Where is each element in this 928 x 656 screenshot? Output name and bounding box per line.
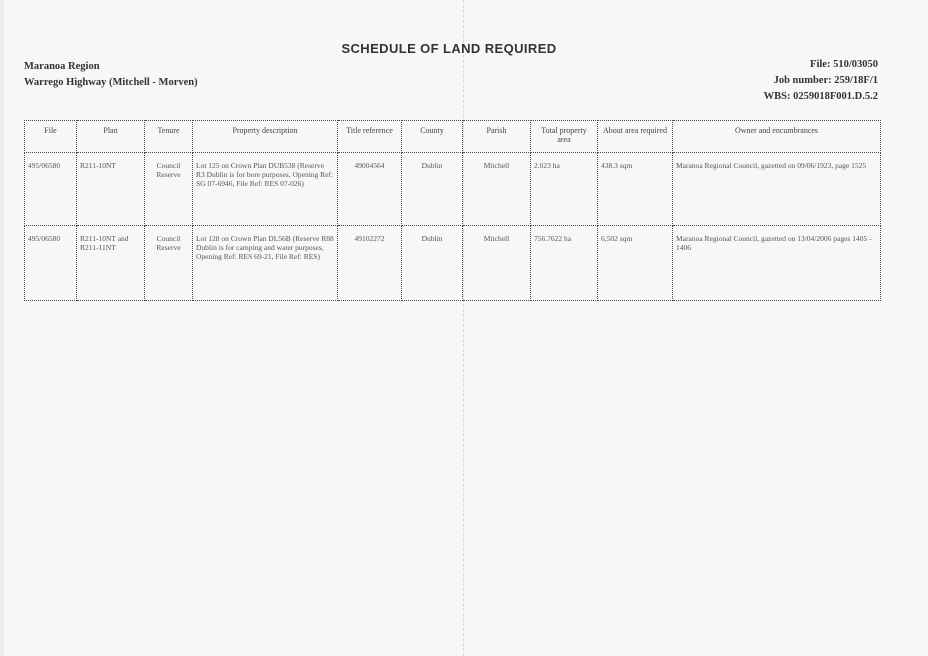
- cell-file: 495/06580: [25, 153, 77, 226]
- col-header-total-area: Total property area: [531, 121, 598, 153]
- col-header-owner: Owner and encumbrances: [673, 121, 881, 153]
- cell-property-description: Lot 125 on Crown Plan DUB538 (Reserve R3 Dublin is for bore purposes, Opening Ref: SG 07-6946, File Ref: RES 07-026): [193, 153, 338, 226]
- document-title: SCHEDULE OF LAND REQUIRED: [341, 41, 557, 56]
- cell-parish: Mitchell: [463, 153, 531, 226]
- region-name: Maranoa Region: [24, 61, 100, 72]
- cell-total-area: 756.7622 ha: [531, 226, 598, 301]
- cell-county: Dublin: [402, 226, 463, 301]
- cell-total-area: 2.023 ha: [531, 153, 598, 226]
- col-header-tenure: Tenure: [145, 121, 193, 153]
- col-header-plan: Plan: [77, 121, 145, 153]
- cell-plan: R211-10NT: [77, 153, 145, 226]
- table-row: [25, 153, 881, 226]
- cell-owner: Maranoa Regional Council, gazetted on 13/04/2006 pages 1405 - 1406: [673, 226, 881, 301]
- col-header-file: File: [25, 121, 77, 153]
- schedule-table: [24, 120, 881, 301]
- cell-county: Dublin: [402, 153, 463, 226]
- cell-tenure: Council Reserve: [145, 153, 193, 226]
- cell-plan: R211-10NT and R211-11NT: [77, 226, 145, 301]
- scan-edge: [0, 0, 4, 656]
- col-header-property-description: Property description: [193, 121, 338, 153]
- wbs-number: WBS: 0259018F001.D.5.2: [763, 91, 878, 102]
- cell-property-description: Lot 128 on Crown Plan DL56B (Reserve R88 Dublin is for camping and water purposes, Opening Ref: RES 69-21, File Ref: RES): [193, 226, 338, 301]
- table-row: [25, 226, 881, 301]
- cell-area-required: 438.3 sqm: [598, 153, 673, 226]
- cell-tenure: Council Reserve: [145, 226, 193, 301]
- header-left: [24, 59, 198, 91]
- page-fold-line: [463, 0, 465, 656]
- col-header-area-required: About area required: [598, 121, 673, 153]
- table-header-row: [25, 121, 881, 153]
- file-number: File: 510/03050: [810, 59, 878, 70]
- job-number: Job number: 259/18F/1: [773, 75, 878, 86]
- cell-parish: Mitchell: [463, 226, 531, 301]
- cell-title-reference: 49004564: [338, 153, 402, 226]
- cell-owner: Maranoa Regional Council, gazetted on 09/06/1923, page 1525: [673, 153, 881, 226]
- col-header-title-reference: Title reference: [338, 121, 402, 153]
- road-name: Warrego Highway (Mitchell - Morven): [24, 77, 198, 88]
- cell-area-required: 6,502 sqm: [598, 226, 673, 301]
- col-header-parish: Parish: [463, 121, 531, 153]
- cell-title-reference: 49102272: [338, 226, 402, 301]
- col-header-county: County: [402, 121, 463, 153]
- header-right: [764, 57, 878, 105]
- cell-file: 495/06580: [25, 226, 77, 301]
